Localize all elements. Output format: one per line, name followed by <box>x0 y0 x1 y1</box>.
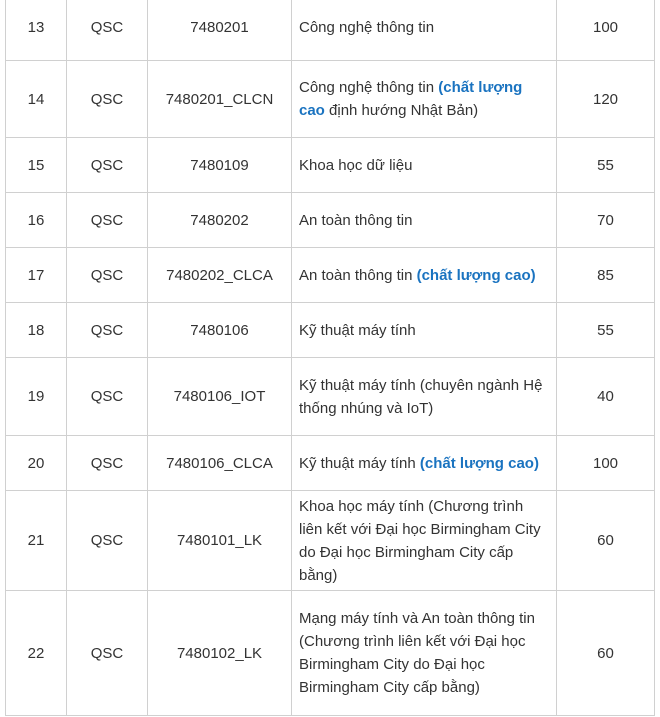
program-name-cell <box>292 0 557 61</box>
row-number-cell: 16 <box>6 193 67 248</box>
school-code-cell: QSC <box>67 591 148 716</box>
program-code-cell: 7480106_CLCA <box>148 436 292 491</box>
row-number-cell: 21 <box>6 491 67 591</box>
program-name-text: An toàn thông tin <box>299 266 417 284</box>
program-name-cell <box>292 61 557 138</box>
table-row <box>6 61 655 138</box>
row-number-cell: 20 <box>6 436 67 491</box>
quota-cell: 120 <box>557 61 655 138</box>
program-code-cell: 7480109 <box>148 138 292 193</box>
school-code-cell: QSC <box>67 0 148 61</box>
school-code-cell: QSC <box>67 436 148 491</box>
table-row <box>6 0 655 61</box>
program-name-cell <box>292 358 557 436</box>
row-number-cell: 22 <box>6 591 67 716</box>
quota-cell: 70 <box>557 193 655 248</box>
program-name-text: Mạng máy tính và An toàn thông tin (Chương trình liên kết với Đại học Birmingham City do Đại học Birmingham City cấp bằng) <box>299 610 535 696</box>
program-code-cell: 7480201_CLCN <box>148 61 292 138</box>
row-number-cell: 14 <box>6 61 67 138</box>
table-body <box>6 0 655 716</box>
program-name-cell <box>292 138 557 193</box>
program-name-text: Kỹ thuật máy tính (chuyên ngành Hệ thống nhúng và IoT) <box>299 376 543 417</box>
program-quota-table <box>5 0 655 716</box>
quota-cell: 60 <box>557 591 655 716</box>
program-name-text: Khoa học máy tính (Chương trình liên kết với Đại học Birmingham City do Đại học Birmingham City cấp bằng) <box>299 497 541 584</box>
school-code-cell: QSC <box>67 193 148 248</box>
school-code-cell: QSC <box>67 303 148 358</box>
program-name-highlight: (chất lượng cao <box>299 79 523 119</box>
school-code-cell: QSC <box>67 61 148 138</box>
table-row <box>6 303 655 358</box>
row-number-cell: 15 <box>6 138 67 193</box>
program-code-cell: 7480106_IOT <box>148 358 292 436</box>
program-code-cell: 7480202_CLCA <box>148 248 292 303</box>
row-number-cell: 18 <box>6 303 67 358</box>
program-code-cell: 7480202 <box>148 193 292 248</box>
program-name-text: định hướng Nhật Bản) <box>324 102 479 119</box>
table-row <box>6 138 655 193</box>
program-code-cell: 7480106 <box>148 303 292 358</box>
school-code-cell: QSC <box>67 491 148 591</box>
program-name-cell <box>292 436 557 491</box>
school-code-cell: QSC <box>67 138 148 193</box>
program-name-text: Công nghệ thông tin <box>299 19 435 36</box>
row-number-cell: 17 <box>6 248 67 303</box>
program-name-text: Kỹ thuật máy tính <box>299 321 416 339</box>
program-name-cell <box>292 491 557 591</box>
program-code-cell: 7480201 <box>148 0 292 61</box>
program-name-text: Công nghệ thông tin <box>299 79 439 96</box>
program-name-cell <box>292 193 557 248</box>
program-name-text: Kỹ thuật máy tính <box>299 454 420 472</box>
quota-cell: 40 <box>557 358 655 436</box>
table-row <box>6 193 655 248</box>
program-name-text: Khoa học dữ liệu <box>299 156 413 174</box>
school-code-cell: QSC <box>67 358 148 436</box>
program-code-cell: 7480101_LK <box>148 491 292 591</box>
program-name-highlight: (chất lượng cao) <box>416 266 536 284</box>
program-code-cell: 7480102_LK <box>148 591 292 716</box>
quota-cell: 60 <box>557 491 655 591</box>
quota-cell: 85 <box>557 248 655 303</box>
table-row <box>6 358 655 436</box>
row-number-cell: 19 <box>6 358 67 436</box>
quota-cell: 55 <box>557 138 655 193</box>
table-row <box>6 248 655 303</box>
table-row <box>6 591 655 716</box>
program-name-cell <box>292 303 557 358</box>
quota-cell: 100 <box>557 0 655 61</box>
quota-cell: 100 <box>557 436 655 491</box>
program-name-cell <box>292 248 557 303</box>
table-row <box>6 491 655 591</box>
school-code-cell: QSC <box>67 248 148 303</box>
table-row <box>6 436 655 491</box>
program-name-highlight: (chất lượng cao) <box>419 454 539 472</box>
program-name-cell <box>292 591 557 716</box>
quota-cell: 55 <box>557 303 655 358</box>
row-number-cell: 13 <box>6 0 67 61</box>
program-name-text: An toàn thông tin <box>299 211 413 229</box>
